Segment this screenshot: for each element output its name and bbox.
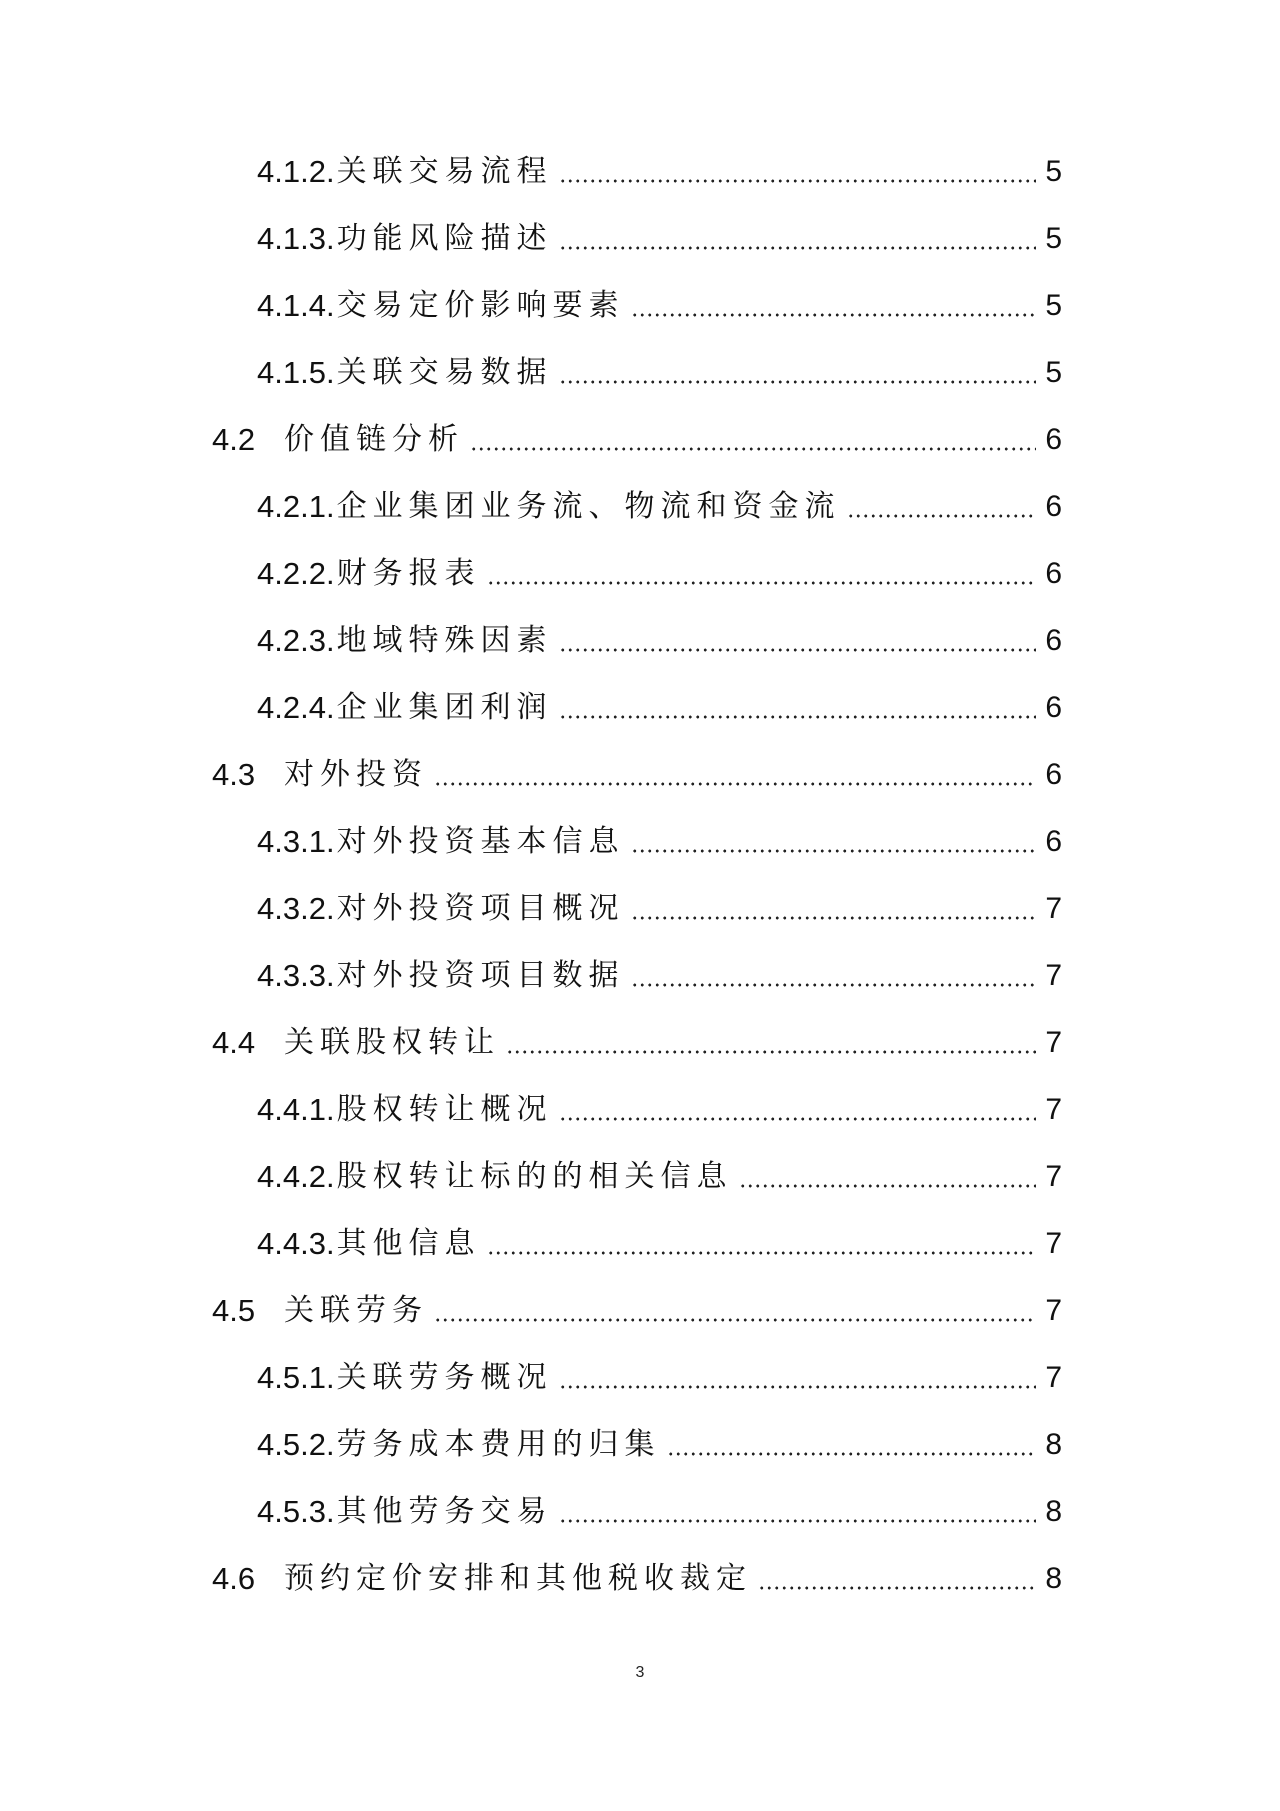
toc-entry-title: 对外投资项目概况 (336, 891, 625, 926)
toc-entry-number: 4.3.3. (257, 958, 335, 993)
toc-entry-page: 5 (1045, 289, 1062, 322)
toc-entry-title: 关联交易流程 (336, 154, 553, 189)
toc-entry-number: 4.4.2. (257, 1159, 335, 1194)
toc-dot-leader (559, 1385, 1036, 1389)
toc-entry-number: 4.4.1. (257, 1092, 335, 1127)
toc-dot-leader (631, 983, 1036, 987)
toc-dot-leader (487, 1251, 1036, 1255)
toc-dot-leader (631, 313, 1036, 317)
toc-dot-leader (758, 1586, 1036, 1590)
toc-entry-number: 4.5.2. (257, 1427, 335, 1462)
toc-entry-4-4-1[interactable] (257, 1082, 1062, 1130)
toc-entry-title: 企业集团利润 (336, 690, 553, 725)
toc-entry-page: 7 (1045, 959, 1062, 992)
toc-dot-leader (667, 1452, 1036, 1456)
toc-entry-number: 4.2.1. (257, 489, 335, 524)
toc-dot-leader (559, 380, 1036, 384)
toc-entry-number: 4.5.1. (257, 1360, 335, 1395)
toc-entry-4-4-3[interactable] (257, 1216, 1062, 1264)
toc-dot-leader (739, 1184, 1036, 1188)
toc-entry-page: 5 (1045, 356, 1062, 389)
toc-entry-4-2-2[interactable] (257, 546, 1062, 594)
toc-entry-page: 6 (1045, 758, 1062, 791)
toc-entry-number: 4.4.3. (257, 1226, 335, 1261)
toc-dot-leader (631, 916, 1036, 920)
toc-entry-number: 4.3 (212, 757, 256, 792)
toc-entry-4-5-3[interactable] (257, 1484, 1062, 1532)
toc-dot-leader (434, 782, 1036, 786)
toc-entry-number: 4.1.5. (257, 355, 335, 390)
toc-entry-4-2[interactable] (212, 412, 1062, 460)
toc-dot-leader (434, 1318, 1036, 1322)
toc-entry-4-4[interactable] (212, 1015, 1062, 1063)
toc-entry-4-1-3[interactable] (257, 211, 1062, 259)
toc-entry-title: 对外投资 (284, 757, 428, 792)
toc-dot-leader (847, 514, 1036, 518)
toc-entry-page: 7 (1045, 1026, 1062, 1059)
toc-entry-page: 6 (1045, 557, 1062, 590)
toc-entry-page: 8 (1045, 1562, 1062, 1595)
toc-entry-number: 4.1.2. (257, 154, 335, 189)
toc-entry-number: 4.2 (212, 422, 256, 457)
toc-dot-leader (470, 447, 1036, 451)
toc-entry-4-2-4[interactable] (257, 680, 1062, 728)
toc-entry-title: 劳务成本费用的归集 (336, 1427, 661, 1462)
page-number: 3 (635, 1664, 645, 1681)
toc-dot-leader (559, 246, 1036, 250)
toc-entry-number: 4.2.3. (257, 623, 335, 658)
toc-entry-title: 股权转让标的的相关信息 (336, 1159, 733, 1194)
toc-entry-number: 4.4 (212, 1025, 256, 1060)
toc-entry-title: 关联劳务概况 (336, 1360, 553, 1395)
toc-entry-page: 8 (1045, 1495, 1062, 1528)
toc-entry-page: 8 (1045, 1428, 1062, 1461)
toc-entry-number: 4.5 (212, 1293, 256, 1328)
toc-entry-page: 5 (1045, 222, 1062, 255)
toc-entry-page: 7 (1045, 1093, 1062, 1126)
toc-entry-page: 6 (1045, 490, 1062, 523)
toc-entry-title: 关联劳务 (284, 1293, 428, 1328)
toc-entry-title: 其他劳务交易 (336, 1494, 553, 1529)
toc-entry-4-2-3[interactable] (257, 613, 1062, 661)
toc-entry-number: 4.2.2. (257, 556, 335, 591)
toc-entry-4-5[interactable] (212, 1283, 1062, 1331)
toc-entry-number: 4.3.1. (257, 824, 335, 859)
toc-entry-4-3-1[interactable] (257, 814, 1062, 862)
toc-entry-title: 对外投资基本信息 (336, 824, 625, 859)
toc-entry-title: 股权转让概况 (336, 1092, 553, 1127)
toc-entry-number: 4.2.4. (257, 690, 335, 725)
toc-entry-page: 6 (1045, 423, 1062, 456)
toc-entry-number: 4.3.2. (257, 891, 335, 926)
toc-entry-4-2-1[interactable] (257, 479, 1062, 527)
toc-entry-title: 其他信息 (336, 1226, 481, 1261)
toc-dot-leader (506, 1050, 1036, 1054)
toc-entry-title: 价值链分析 (284, 422, 464, 457)
toc-entry-4-5-1[interactable] (257, 1350, 1062, 1398)
toc-entry-4-1-2[interactable] (257, 144, 1062, 192)
toc-entry-title: 关联交易数据 (336, 355, 553, 390)
toc-entry-4-5-2[interactable] (257, 1417, 1062, 1465)
toc-dot-leader (559, 1519, 1036, 1523)
toc-entry-title: 企业集团业务流、物流和资金流 (336, 489, 841, 524)
toc-entry-page: 7 (1045, 1361, 1062, 1394)
toc-entry-title: 功能风险描述 (336, 221, 553, 256)
toc-entry-title: 关联股权转让 (284, 1025, 500, 1060)
toc-entry-number: 4.6 (212, 1561, 256, 1596)
toc-entry-page: 6 (1045, 624, 1062, 657)
toc-entry-number: 4.1.3. (257, 221, 335, 256)
toc-entry-page: 7 (1045, 1160, 1062, 1193)
toc-dot-leader (631, 849, 1036, 853)
toc-entry-4-4-2[interactable] (257, 1149, 1062, 1197)
toc-dot-leader (559, 179, 1036, 183)
toc-entry-title: 对外投资项目数据 (336, 958, 625, 993)
toc-entry-number: 4.5.3. (257, 1494, 335, 1529)
toc-entry-title: 地域特殊因素 (336, 623, 553, 658)
toc-entry-page: 6 (1045, 691, 1062, 724)
toc-dot-leader (559, 1117, 1036, 1121)
toc-entry-title: 财务报表 (336, 556, 481, 591)
toc-entry-title: 预约定价安排和其他税收裁定 (284, 1561, 752, 1596)
toc-dot-leader (559, 648, 1036, 652)
toc-entry-4-3[interactable] (212, 747, 1062, 795)
toc-entry-page: 7 (1045, 1227, 1062, 1260)
toc-entry-page: 5 (1045, 155, 1062, 188)
toc-dot-leader (487, 581, 1036, 585)
toc-entry-4-1-5[interactable] (257, 345, 1062, 393)
toc-entry-page: 7 (1045, 1294, 1062, 1327)
toc-entry-title: 交易定价影响要素 (336, 288, 625, 323)
toc-entry-4-6[interactable] (212, 1551, 1062, 1599)
toc-entry-page: 6 (1045, 825, 1062, 858)
toc-dot-leader (559, 715, 1036, 719)
toc-entry-4-3-2[interactable] (257, 881, 1062, 929)
toc-entry-number: 4.1.4. (257, 288, 335, 323)
toc-entry-4-1-4[interactable] (257, 278, 1062, 326)
toc-entry-4-3-3[interactable] (257, 948, 1062, 996)
toc-entry-page: 7 (1045, 892, 1062, 925)
